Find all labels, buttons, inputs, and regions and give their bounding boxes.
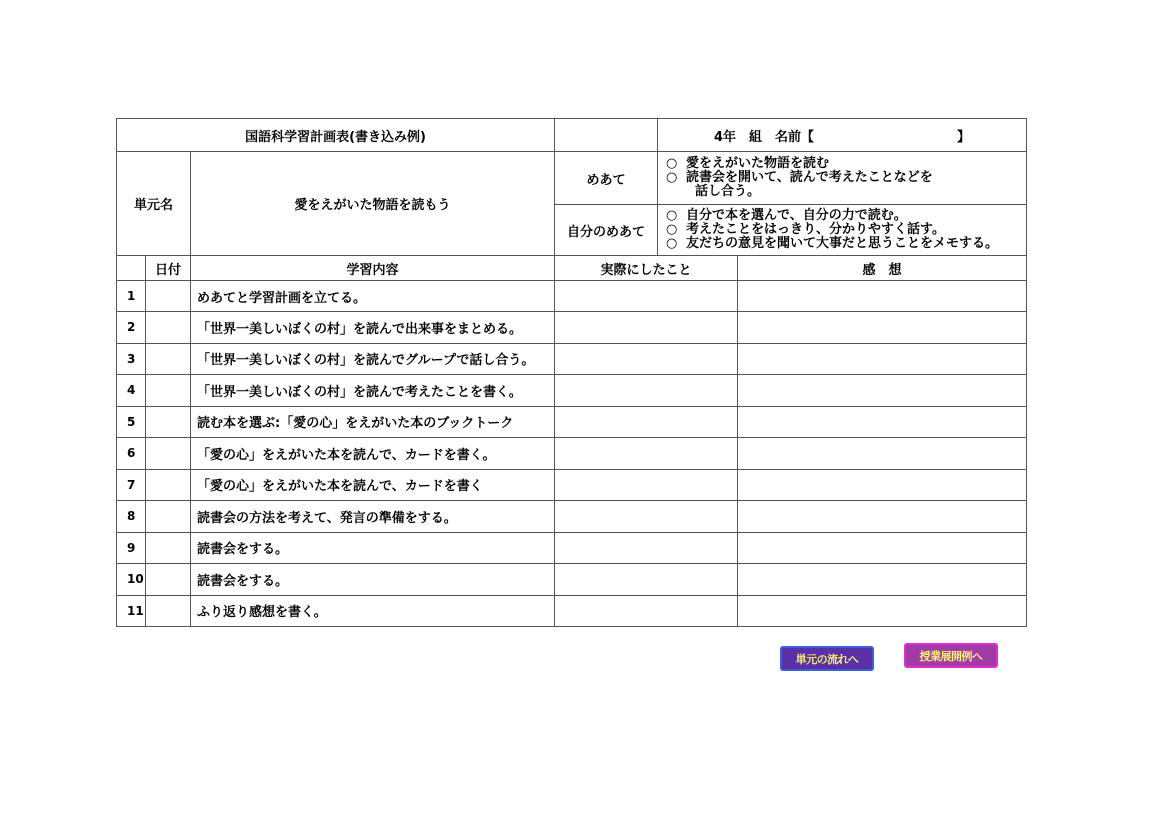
row-content: 「愛の心」をえがいた本を読んで、カードを書く	[191, 469, 555, 501]
row-number: 4	[117, 375, 146, 407]
row-number: 11	[117, 595, 146, 627]
row-impression-cell	[738, 564, 1027, 596]
row-content: ふり返り感想を書く。	[191, 595, 555, 627]
table-row	[117, 532, 1027, 564]
row-number: 9	[117, 532, 146, 564]
my-goal-item: ○ 自分で本を選んで、自分の力で読む。	[666, 208, 907, 223]
row-date-cell	[146, 375, 191, 407]
row-content: 「世界一美しいぼくの村」を読んで出来事をまとめる。	[191, 312, 555, 344]
row-number: 2	[117, 312, 146, 344]
table-row	[117, 281, 1027, 312]
table-row	[117, 501, 1027, 533]
row-number: 8	[117, 501, 146, 533]
my-goals-label: 自分のめあて	[555, 205, 658, 256]
circle-bullet-icon: ○	[666, 208, 678, 223]
row-content: めあてと学習計画を立てる。	[191, 281, 555, 312]
row-actual-cell	[555, 343, 738, 375]
goal-item: ○ 読書会を開いて、読んで考えたことなどを	[666, 170, 933, 185]
number-column-header	[117, 256, 146, 281]
row-impression-cell	[738, 469, 1027, 501]
row-actual-cell	[555, 532, 738, 564]
row-impression-cell	[738, 595, 1027, 627]
row-date-cell	[146, 469, 191, 501]
table-row	[117, 595, 1027, 627]
row-actual-cell	[555, 595, 738, 627]
row-actual-cell	[555, 501, 738, 533]
row-content: 読書会をする。	[191, 564, 555, 596]
row-impression-cell	[738, 501, 1027, 533]
unit-flow-button[interactable]: 単元の流れへ	[780, 646, 874, 671]
table-row	[117, 564, 1027, 596]
impression-column-header: 感 想	[738, 256, 1027, 281]
row-date-cell	[146, 564, 191, 596]
row-actual-cell	[555, 406, 738, 438]
row-number: 6	[117, 438, 146, 470]
row-date-cell	[146, 532, 191, 564]
header-blank-cell	[555, 119, 658, 152]
row-impression-cell	[738, 281, 1027, 312]
circle-bullet-icon: ○	[666, 156, 678, 171]
row-content: 「世界一美しいぼくの村」を読んでグループで話し合う。	[191, 343, 555, 375]
circle-bullet-icon: ○	[666, 170, 678, 185]
row-date-cell	[146, 312, 191, 344]
study-plan-sheet	[116, 118, 1026, 627]
row-actual-cell	[555, 469, 738, 501]
row-impression-cell	[738, 312, 1027, 344]
circle-bullet-icon: ○	[666, 236, 678, 251]
row-actual-cell	[555, 281, 738, 312]
goals-label: めあて	[555, 152, 658, 205]
my-goals-list	[658, 205, 1027, 256]
row-date-cell	[146, 343, 191, 375]
row-content: 読書会の方法を考えて、発言の準備をする。	[191, 501, 555, 533]
sheet-title: 国語科学習計画表(書き込み例)	[117, 119, 555, 152]
row-actual-cell	[555, 375, 738, 407]
row-number: 5	[117, 406, 146, 438]
content-column-header: 学習内容	[191, 256, 555, 281]
date-column-header: 日付	[146, 256, 191, 281]
my-goal-item: ○ 友だちの意見を聞いて大事だと思うことをメモする。	[666, 236, 999, 251]
row-actual-cell	[555, 312, 738, 344]
row-content: 「世界一美しいぼくの村」を読んで考えたことを書く。	[191, 375, 555, 407]
row-number: 1	[117, 281, 146, 312]
row-date-cell	[146, 406, 191, 438]
table-row	[117, 406, 1027, 438]
row-number: 7	[117, 469, 146, 501]
unit-label: 単元名	[117, 152, 191, 256]
table-row	[117, 343, 1027, 375]
table-row	[117, 469, 1027, 501]
row-content: 「愛の心」をえがいた本を読んで、カードを書く。	[191, 438, 555, 470]
table-row	[117, 438, 1027, 470]
row-date-cell	[146, 595, 191, 627]
row-actual-cell	[555, 564, 738, 596]
goal-item: ○ 愛をえがいた物語を読む	[666, 156, 830, 171]
row-date-cell	[146, 281, 191, 312]
row-impression-cell	[738, 438, 1027, 470]
row-number: 3	[117, 343, 146, 375]
row-impression-cell	[738, 343, 1027, 375]
goal-item-continued: 話し合う。	[695, 184, 761, 199]
my-goal-item: ○ 考えたことをはっきり、分かりやすく話す。	[666, 222, 945, 237]
table-row	[117, 375, 1027, 407]
table-row	[117, 312, 1027, 344]
row-impression-cell	[738, 532, 1027, 564]
study-plan-table	[116, 118, 1027, 627]
row-content: 読書会をする。	[191, 532, 555, 564]
row-number: 10	[117, 564, 146, 596]
plan-rows	[117, 281, 1027, 627]
actual-column-header: 実際にしたこと	[555, 256, 738, 281]
circle-bullet-icon: ○	[666, 222, 678, 237]
row-impression-cell	[738, 375, 1027, 407]
row-impression-cell	[738, 406, 1027, 438]
student-info: 4年 組 名前【 】	[658, 119, 1027, 152]
unit-name: 愛をえがいた物語を読もう	[191, 152, 555, 256]
row-date-cell	[146, 501, 191, 533]
lesson-development-button[interactable]: 授業展開例へ	[904, 643, 998, 668]
row-content: 読む本を選ぶ:「愛の心」をえがいた本のブックトーク	[191, 406, 555, 438]
row-actual-cell	[555, 438, 738, 470]
row-date-cell	[146, 438, 191, 470]
goals-list	[658, 152, 1027, 205]
